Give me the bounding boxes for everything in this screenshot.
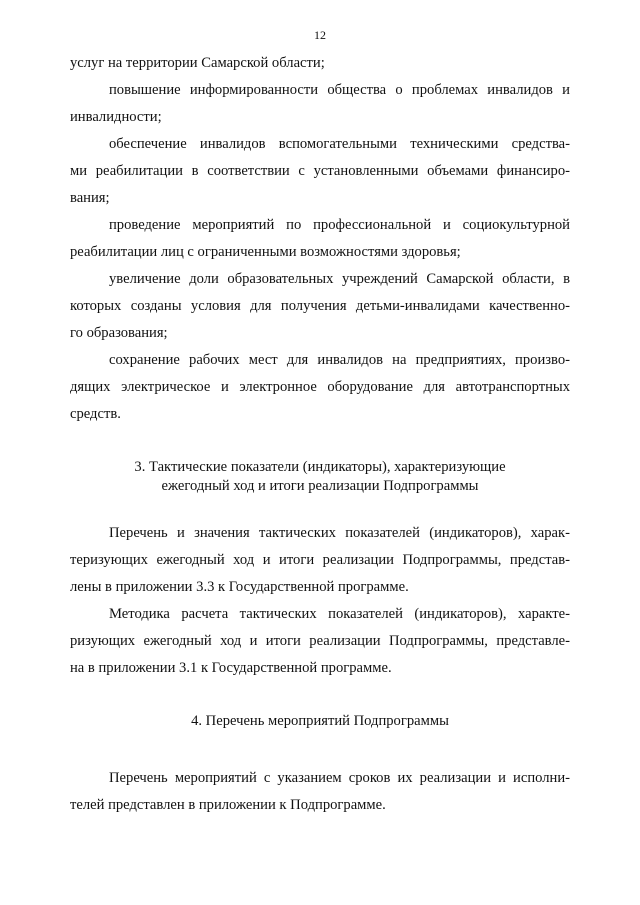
paragraph bbox=[70, 765, 570, 819]
text-line: которых созданы условия для получения детьми-инвалидами качественно- bbox=[70, 298, 570, 314]
text-line: инвалидности; bbox=[70, 109, 162, 125]
text-line: ми реабилитации в соответствии с установленными объемами финансиро- bbox=[70, 163, 570, 179]
text-line: сохранение рабочих мест для инвалидов на предприятиях, произво- bbox=[109, 352, 570, 368]
text-line: ризующих ежегодный ход и итоги реализации Подпрограммы, представле- bbox=[70, 633, 570, 649]
text-line: го образования; bbox=[70, 325, 168, 341]
paragraph bbox=[70, 212, 570, 266]
text-line: Перечень мероприятий с указанием сроков их реализации и исполни- bbox=[109, 770, 570, 786]
text-line: Перечень и значения тактических показателей (индикаторов), харак- bbox=[109, 525, 570, 541]
text-line: повышение информированности общества о проблемах инвалидов и bbox=[109, 82, 570, 98]
text-line: вания; bbox=[70, 190, 110, 206]
heading-line: ежегодный ход и итоги реализации Подпрограммы bbox=[161, 478, 479, 494]
document-body bbox=[70, 50, 570, 819]
text-line: проведение мероприятий по профессиональной и социокультурной bbox=[109, 217, 570, 233]
text-line: теризующих ежегодный ход и итоги реализации Подпрограммы, представ- bbox=[70, 552, 570, 568]
paragraph bbox=[70, 131, 570, 212]
text-line: реабилитации лиц с ограниченными возможностями здоровья; bbox=[70, 244, 461, 260]
text-line: телей представлен в приложении к Подпрограмме. bbox=[70, 797, 386, 813]
text-line: услуг на территории Самарской области; bbox=[70, 55, 325, 71]
heading-line: 4. Перечень мероприятий Подпрограммы bbox=[191, 713, 449, 729]
section-4-heading bbox=[70, 712, 570, 731]
paragraph bbox=[70, 266, 570, 347]
paragraph bbox=[70, 520, 570, 601]
section-3-heading bbox=[70, 458, 570, 496]
paragraph-continuation bbox=[70, 50, 570, 77]
text-line: средств. bbox=[70, 406, 121, 422]
text-line: лены в приложении 3.3 к Государственной программе. bbox=[70, 579, 409, 595]
page-number: 12 bbox=[314, 28, 326, 42]
text-line: на в приложении 3.1 к Государственной программе. bbox=[70, 660, 392, 676]
text-line: обеспечение инвалидов вспомогательными техническими средства- bbox=[109, 136, 570, 152]
text-line: дящих электрическое и электронное оборудование для автотранспортных bbox=[70, 379, 570, 395]
heading-line: 3. Тактические показатели (индикаторы), характеризующие bbox=[134, 459, 506, 475]
paragraph bbox=[70, 77, 570, 131]
paragraph bbox=[70, 601, 570, 682]
text-line: увеличение доли образовательных учреждений Самарской области, в bbox=[109, 271, 570, 287]
paragraph bbox=[70, 347, 570, 428]
text-line: Методика расчета тактических показателей (индикаторов), характе- bbox=[109, 606, 570, 622]
